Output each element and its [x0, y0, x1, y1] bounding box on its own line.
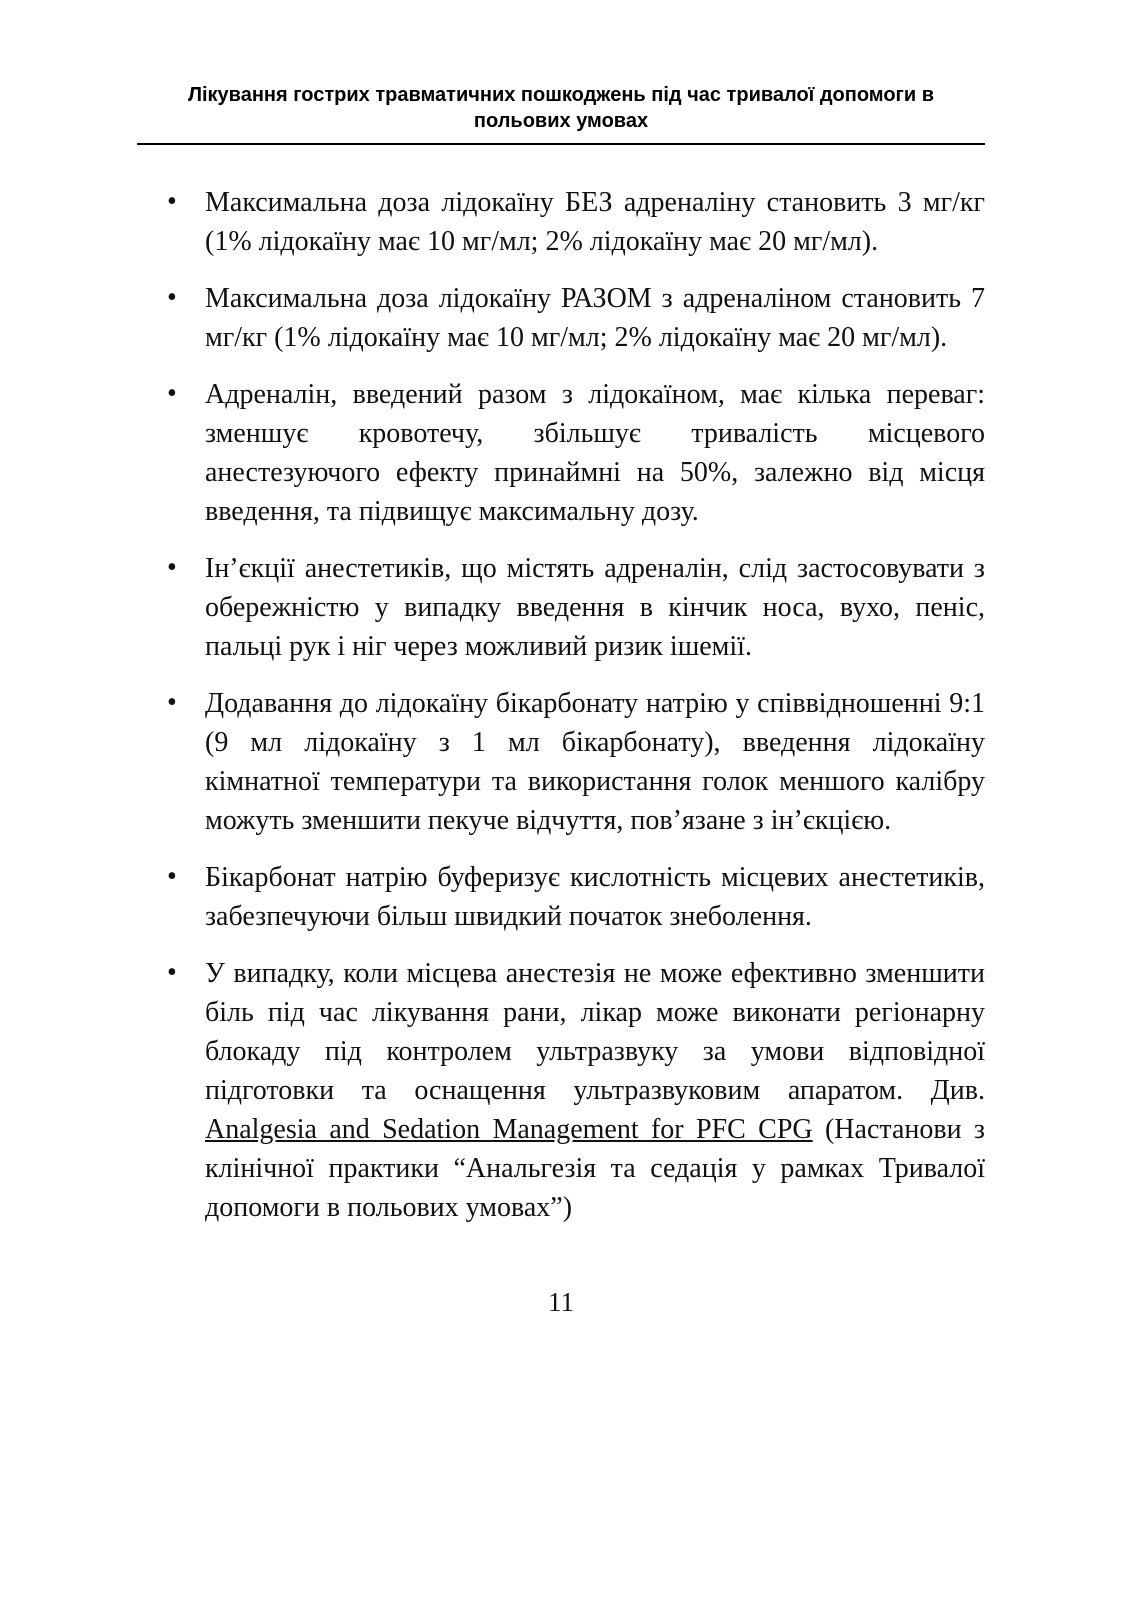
- page-header-title: Лікування гострих травматичних пошкоджень під час тривалої допомоги в польових умовах: [137, 82, 985, 145]
- bullet-item: [137, 183, 985, 261]
- bullet-marker: •: [167, 552, 177, 583]
- bullet-marker: •: [167, 282, 177, 313]
- bullet-item: [137, 858, 985, 936]
- bullet-item: [137, 375, 985, 531]
- bullet-item: [137, 684, 985, 840]
- bullet-text: Ін’єкції анестетиків, що містять адреналін, слід застосовувати з обережністю у випадку введення в кінчик носа, вухо, пеніс, пальці рук і ніг через можливий ризик ішемії.: [205, 553, 985, 662]
- bullet-marker: •: [167, 378, 177, 409]
- bullet-text: Адреналін, введений разом з лідокаїном, має кілька переваг: зменшує кровотечу, збільшує тривалість місцевого анестезуючого ефекту принаймні на 50%, залежно від місця введення, та підвищує максимальну дозу.: [205, 379, 985, 527]
- bullet-text: Максимальна доза лідокаїну РАЗОМ з адреналіном становить 7 мг/кг (1% лідокаїну має 10 мг/мл; 2% лідокаїну має 20 мг/мл).: [205, 283, 985, 353]
- bullet-item: [137, 279, 985, 357]
- bullet-marker: •: [167, 957, 177, 988]
- bullet-text: Додавання до лідокаїну бікарбонату натрію у співвідношенні 9:1 (9 мл лідокаїну з 1 мл бікарбонату), введення лідокаїну кімнатної температури та використання голок меншого калібру можуть зменшити пекуче відчуття, пов’язане з ін’єкцією.: [205, 688, 985, 836]
- bullet-marker: •: [167, 186, 177, 217]
- bullet-marker: •: [167, 687, 177, 718]
- bullet-item: [137, 549, 985, 666]
- bullet-text: У випадку, коли місцева анестезія не може ефективно зменшити біль під час лікування рани, лікар може виконати регіонарну блокаду під контролем ультразвуку за умови відповідної підготовки та оснащення ультразвуковим апаратом. Див.: [205, 958, 985, 1106]
- bullet-item: [137, 954, 985, 1227]
- bullet-text: Максимальна доза лідокаїну БЕЗ адреналіну становить 3 мг/кг (1% лідокаїну має 10 мг/мл; 2% лідокаїну має 20 мг/мл).: [205, 187, 985, 257]
- bullet-text: (Настанови з клінічної практики “Анальгезія та седація у рамках Тривалої допомоги в польових умовах”): [205, 1114, 985, 1223]
- bullet-list: [137, 183, 985, 1245]
- page-number: 11: [548, 1287, 574, 1317]
- reference-link[interactable]: Analgesia and Sedation Management for PFC CPG: [205, 1114, 813, 1145]
- bullet-text: Бікарбонат натрію буферизує кислотність місцевих анестетиків, забезпечуючи більш швидкий початок знеболення.: [205, 862, 985, 932]
- bullet-marker: •: [167, 861, 177, 892]
